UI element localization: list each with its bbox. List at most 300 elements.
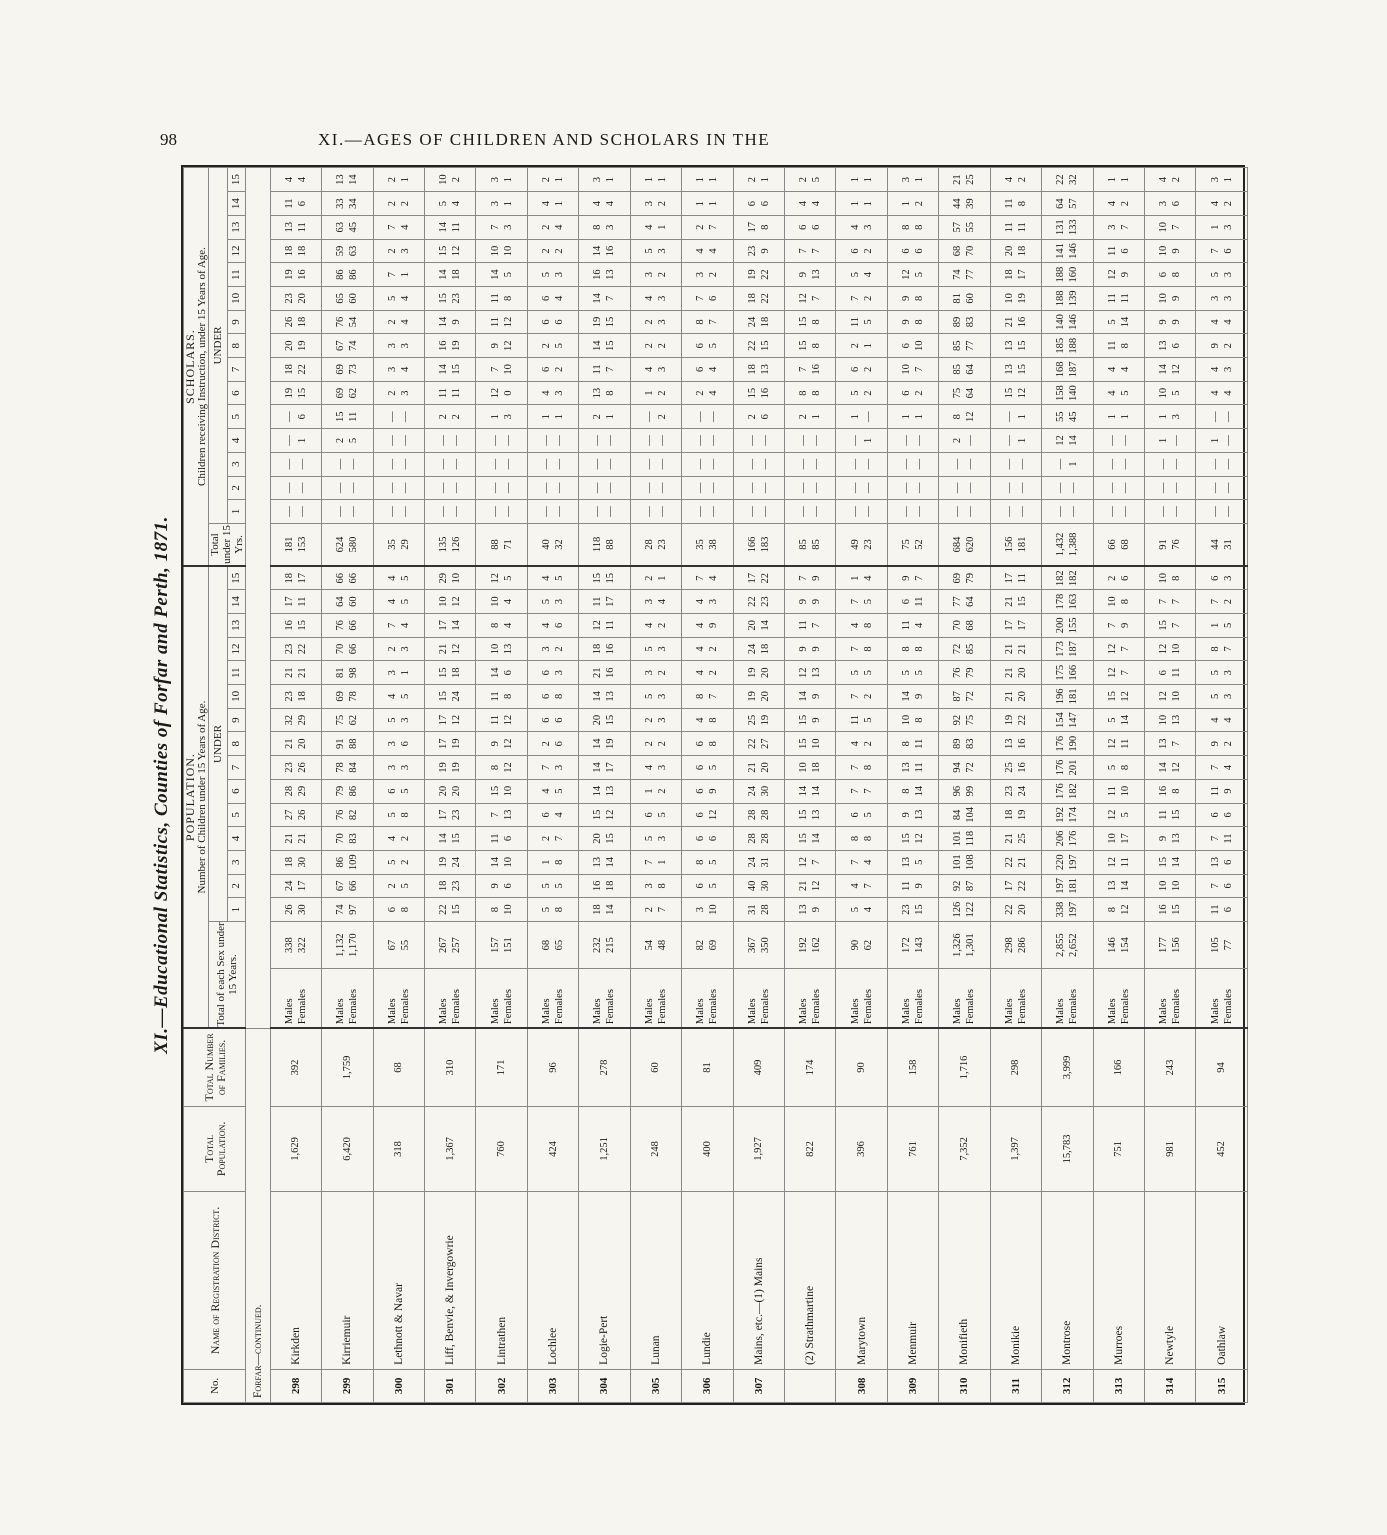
sch-age-15-females: 1 — [656, 177, 668, 183]
pop-age-9 — [733, 708, 784, 732]
pop-age-1 — [1042, 898, 1093, 922]
row-number: 306 — [682, 1369, 733, 1402]
sch-total-females: 31 — [1222, 539, 1234, 550]
header-scholars-sub: Children receiving Instruction, under 15 Years of Age. — [196, 247, 208, 486]
pop-age-14-males: 10 — [438, 596, 450, 607]
pop-age-4 — [1042, 827, 1093, 851]
pop-age-13-males: 4 — [643, 622, 655, 628]
pop-age-8-males: 13 — [1158, 738, 1170, 750]
sch-age-8-females: 5 — [554, 343, 566, 349]
sch-age-4-females: 1 — [296, 437, 308, 444]
sch-age-2 — [476, 476, 527, 500]
sch-age-8 — [1093, 334, 1144, 358]
district-name-text: Lochlee — [547, 1327, 560, 1365]
pop-age-12-males: 2 — [386, 646, 398, 652]
total-families: 90 — [836, 1028, 887, 1106]
pop-age-9 — [476, 708, 527, 732]
pop-age-9 — [836, 708, 887, 732]
pop-age-4-females: 83 — [348, 833, 360, 844]
pop-age-7-males: 25 — [1003, 762, 1015, 773]
sch-age-2-females: — — [1016, 482, 1028, 494]
pop-age-13 — [784, 614, 835, 638]
sch-age-4 — [887, 429, 938, 453]
sch-age-7-females: 15 — [451, 364, 463, 375]
sch-age-11-females: 1 — [399, 272, 411, 278]
sch-age-5-males: — — [386, 411, 398, 423]
sex-label-females: Females — [451, 989, 463, 1025]
sch-age-2 — [682, 476, 733, 500]
sch-age-15-females: 2 — [451, 177, 463, 183]
pop-age-3-females: 109 — [348, 854, 360, 871]
pop-age-header-7: 7 — [227, 756, 246, 780]
pop-total-by-sex — [425, 921, 476, 968]
pop-age-14-females: 3 — [708, 599, 720, 605]
sch-age-1-males: — — [952, 506, 964, 517]
pop-age-10 — [270, 685, 321, 709]
sch-age-10 — [1144, 287, 1195, 311]
pop-age-7-males: 7 — [849, 764, 861, 771]
pop-total-by-sex — [733, 921, 784, 968]
pop-age-2-females: 12 — [811, 880, 823, 892]
pop-age-10 — [579, 685, 630, 709]
pop-age-13 — [1042, 614, 1093, 638]
pop-age-header-13: 13 — [227, 614, 246, 638]
pop-age-5-females: 104 — [965, 806, 977, 823]
sch-age-2-males: — — [1003, 482, 1015, 494]
pop-age-2 — [476, 874, 527, 898]
sch-age-10-males: 65 — [335, 293, 347, 304]
sch-age-9 — [682, 310, 733, 334]
sex-label-females: Females — [965, 989, 977, 1025]
total-families: 298 — [990, 1028, 1041, 1106]
pop-age-9 — [630, 708, 681, 732]
sch-age-2 — [733, 476, 784, 500]
sch-age-6-females: 64 — [965, 387, 977, 399]
pop-age-11-females: 7 — [1119, 670, 1131, 676]
sch-total-females: 183 — [759, 536, 771, 553]
sch-age-14 — [1042, 192, 1093, 216]
pop-age-7-males: 13 — [901, 762, 913, 773]
pop-age-12-males: 12 — [1106, 643, 1118, 655]
pop-age-3-females: 6 — [1222, 859, 1234, 865]
sch-age-1-females: — — [914, 506, 926, 517]
sch-age-7-females: 22 — [296, 364, 308, 375]
sch-age-7-females: 7 — [914, 366, 926, 373]
pop-age-14-females: 23 — [759, 596, 771, 607]
pop-age-7 — [630, 756, 681, 780]
pop-age-4-females: 8 — [862, 835, 874, 842]
pop-age-13-females: 66 — [348, 620, 360, 631]
sch-age-5 — [1144, 405, 1195, 429]
sch-age-10 — [1196, 287, 1248, 311]
sch-age-1-females: — — [1068, 506, 1080, 517]
header-population-sub: Number of Children under 15 Years of Age. — [196, 700, 208, 894]
sch-age-8 — [373, 334, 424, 358]
pop-age-8 — [527, 732, 578, 756]
rotated-table-content — [147, 165, 1247, 1405]
sch-age-1 — [1144, 500, 1195, 524]
sch-age-2-males: — — [1209, 482, 1221, 494]
pop-age-11-males: 21 — [592, 667, 604, 678]
sch-age-12 — [836, 239, 887, 263]
pop-age-3-females: 108 — [965, 854, 977, 871]
sch-age-15-females: 14 — [348, 174, 360, 185]
pop-age-8-females: 20 — [296, 738, 308, 750]
sex-label-females: Females — [1119, 989, 1131, 1025]
sch-age-1-males: — — [643, 506, 655, 517]
pop-age-15-females: 4 — [862, 575, 874, 581]
sch-age-3 — [425, 452, 476, 476]
sch-total-females: 181 — [1016, 536, 1028, 553]
sch-age-15 — [887, 168, 938, 192]
sch-age-10-females: 20 — [296, 293, 308, 304]
sch-age-4-males: — — [438, 435, 450, 446]
sch-age-9-females: 4 — [1222, 319, 1234, 325]
sch-age-8-males: 16 — [438, 340, 450, 351]
pop-total-females: 55 — [399, 939, 411, 951]
pop-age-15-females: 1 — [656, 575, 668, 581]
sch-age-6 — [682, 381, 733, 405]
pop-age-4-females: 7 — [554, 835, 566, 842]
district-name — [527, 1192, 578, 1370]
sch-total-males: 91 — [1158, 539, 1170, 550]
pop-age-11-females: 18 — [451, 667, 463, 678]
pop-age-4-males: 10 — [1106, 833, 1118, 844]
sch-age-14-females: 2 — [1119, 200, 1131, 207]
pop-age-9 — [1196, 708, 1248, 732]
sch-total-males: 44 — [1209, 539, 1221, 550]
sch-age-12 — [1093, 239, 1144, 263]
sch-age-5 — [322, 405, 373, 429]
pop-age-10-males: 69 — [335, 691, 347, 702]
pop-age-14 — [887, 590, 938, 614]
pop-age-14-males: 4 — [386, 599, 398, 605]
sch-age-6-males: 2 — [695, 390, 707, 396]
pop-age-9-females: 12 — [502, 714, 514, 726]
pop-age-7 — [476, 756, 527, 780]
sch-age-13-males: 11 — [1003, 222, 1015, 233]
pop-age-1-males: 13 — [798, 904, 810, 915]
sch-total-males: 156 — [1003, 536, 1015, 553]
pop-age-1-males: 3 — [695, 906, 707, 913]
pop-age-12 — [939, 637, 990, 661]
sch-age-13 — [630, 215, 681, 239]
sch-age-1-females: — — [965, 506, 977, 517]
pop-age-15-males: 2 — [643, 575, 655, 581]
sch-age-14-females: 6 — [1171, 200, 1183, 207]
pop-age-12-males: 21 — [1003, 643, 1015, 655]
sch-age-12-females: 7 — [811, 248, 823, 254]
sch-age-13 — [939, 215, 990, 239]
pop-age-3-males: 22 — [1003, 856, 1015, 868]
sch-age-5-males: — — [695, 411, 707, 423]
sch-age-15 — [425, 168, 476, 192]
sch-age-13-males: 7 — [489, 224, 501, 230]
pop-age-3 — [990, 850, 1041, 874]
sch-age-6 — [1093, 381, 1144, 405]
sch-age-11-males: 3 — [643, 272, 655, 278]
sch-age-10 — [270, 287, 321, 311]
sex-labels — [476, 969, 527, 1028]
pop-age-6-males: 24 — [746, 785, 758, 797]
pop-age-9-males: 4 — [695, 717, 707, 723]
sch-age-15 — [733, 168, 784, 192]
sch-age-8-males: 6 — [695, 343, 707, 349]
sch-age-4-males: 1 — [1209, 437, 1221, 444]
sch-age-8 — [270, 334, 321, 358]
total-families: 94 — [1196, 1028, 1248, 1106]
pop-age-5-females: 13 — [811, 809, 823, 821]
sch-age-2-females: — — [605, 482, 617, 494]
pop-total-by-sex — [270, 921, 321, 968]
sch-age-6-males: 4 — [1106, 390, 1118, 396]
sch-age-8-females: 15 — [605, 340, 617, 351]
pop-age-6-females: 5 — [554, 788, 566, 794]
pop-age-1-females: 8 — [554, 906, 566, 913]
pop-age-2-females: 87 — [965, 880, 977, 892]
total-population: 761 — [887, 1106, 938, 1191]
sch-total-by-sex — [1042, 523, 1093, 566]
pop-age-14-females: 3 — [554, 599, 566, 605]
pop-total-males: 2,855 — [1055, 933, 1067, 957]
sch-age-1 — [476, 500, 527, 524]
sch-age-4 — [939, 429, 990, 453]
sch-age-1-males: — — [695, 506, 707, 517]
pop-age-4-females: 15 — [451, 833, 463, 844]
sch-age-4-females: — — [1119, 435, 1131, 446]
sch-age-3 — [270, 452, 321, 476]
total-population: 1,251 — [579, 1106, 630, 1191]
sch-age-5-males: 2 — [798, 414, 810, 420]
sch-age-6 — [836, 381, 887, 405]
sch-age-12-males: 15 — [438, 245, 450, 257]
pop-age-11-females: 20 — [1016, 667, 1028, 678]
pop-age-5-males: 5 — [386, 812, 398, 818]
pop-age-14 — [682, 590, 733, 614]
sch-age-3-females: — — [759, 458, 771, 470]
sch-age-10-females: 7 — [605, 295, 617, 301]
pop-age-8-males: 176 — [1055, 735, 1067, 752]
sch-age-13 — [476, 215, 527, 239]
pop-age-13 — [270, 614, 321, 638]
row-number — [784, 1369, 835, 1402]
sex-label-females: Females — [1068, 989, 1080, 1025]
pop-total-males: 1,326 — [952, 933, 964, 957]
sch-age-12-females: 9 — [1171, 248, 1183, 254]
pop-total-females: 48 — [656, 939, 668, 951]
sch-age-9-females: 7 — [708, 319, 720, 325]
sch-age-10-females: 11 — [1119, 293, 1131, 304]
sch-age-12 — [425, 239, 476, 263]
sch-age-9 — [1144, 310, 1195, 334]
sch-total-by-sex — [476, 523, 527, 566]
sch-age-8 — [425, 334, 476, 358]
sch-age-6 — [270, 381, 321, 405]
pop-age-14-males: 7 — [849, 599, 861, 605]
pop-age-4-females: 6 — [502, 835, 514, 842]
sch-age-6-females: 5 — [1171, 390, 1183, 396]
pop-age-2 — [373, 874, 424, 898]
pop-total-females: 143 — [914, 937, 926, 954]
pop-age-7 — [579, 756, 630, 780]
total-population: 1,397 — [990, 1106, 1041, 1191]
sch-age-10-females: 22 — [759, 293, 771, 304]
pop-age-3 — [1093, 850, 1144, 874]
header-pop-total: Total of each Sex under 15 Years. — [209, 921, 246, 1028]
sch-age-13-males: 1 — [1209, 224, 1221, 230]
pop-age-2-females: 6 — [1222, 883, 1234, 889]
sch-age-7 — [322, 358, 373, 382]
sex-label-males: Males — [283, 998, 295, 1025]
sch-age-8-males: 13 — [1158, 340, 1170, 351]
pop-age-4-males: 7 — [1209, 835, 1221, 842]
pop-age-3-females: 5 — [708, 859, 720, 865]
sch-age-12 — [1196, 239, 1248, 263]
sch-age-6-males: 4 — [1209, 390, 1221, 396]
pop-age-13 — [1093, 614, 1144, 638]
sch-age-7-males: 18 — [283, 364, 295, 375]
sch-age-2-males: — — [798, 482, 810, 494]
sch-age-10-males: 18 — [746, 293, 758, 304]
pop-age-3 — [784, 850, 835, 874]
pop-age-8-females: 190 — [1068, 735, 1080, 752]
pop-age-1 — [322, 898, 373, 922]
pop-age-3-females: 10 — [502, 856, 514, 868]
pop-age-8-males: 8 — [901, 741, 913, 747]
pop-age-4-females: 14 — [811, 833, 823, 844]
total-families: 81 — [682, 1028, 733, 1106]
sch-age-10 — [527, 287, 578, 311]
sch-age-4-males: 2 — [335, 437, 347, 444]
pop-total-by-sex — [579, 921, 630, 968]
sch-age-9-males: 140 — [1055, 314, 1067, 330]
pop-total-males: 192 — [798, 937, 810, 954]
sch-age-3-females: — — [862, 458, 874, 470]
sch-age-1-males: — — [386, 506, 398, 517]
sch-age-12-males: 14 — [592, 245, 604, 257]
pop-age-13 — [630, 614, 681, 638]
sex-label-males: Males — [798, 998, 810, 1025]
pop-age-1-females: 9 — [811, 906, 823, 913]
sch-age-7-females: 13 — [759, 364, 771, 375]
pop-age-8-females: 27 — [759, 738, 771, 750]
pop-age-14-females: 64 — [965, 596, 977, 607]
sch-age-5-males: 2 — [746, 414, 758, 420]
pop-age-13-males: 1 — [1209, 622, 1221, 628]
sch-age-15 — [1196, 168, 1248, 192]
pop-age-11-males: 6 — [1158, 670, 1170, 676]
table-row — [1144, 168, 1195, 1403]
sch-age-1 — [784, 500, 835, 524]
pop-age-7-males: 19 — [438, 762, 450, 773]
row-number: 308 — [836, 1369, 887, 1402]
pop-age-3 — [270, 850, 321, 874]
pop-age-8 — [733, 732, 784, 756]
sch-age-10 — [476, 287, 527, 311]
total-population: 822 — [784, 1106, 835, 1191]
sch-age-13-females: 1 — [656, 224, 668, 230]
sch-age-4-males: — — [1106, 435, 1118, 446]
pop-age-13-females: 7 — [1171, 622, 1183, 628]
sch-age-15-males: 1 — [1106, 177, 1118, 183]
sch-age-12-males: 59 — [335, 245, 347, 257]
sch-age-5 — [939, 405, 990, 429]
pop-age-13 — [579, 614, 630, 638]
sch-age-6-females: 16 — [759, 387, 771, 399]
sch-age-9-females: 16 — [1016, 316, 1028, 328]
pop-age-14-females: 8 — [1119, 599, 1131, 605]
pop-age-5 — [579, 803, 630, 827]
sch-age-13-males: 10 — [1158, 222, 1170, 233]
pop-age-3-males: 1 — [541, 859, 553, 865]
sch-age-11-females: 8 — [1171, 272, 1183, 278]
sch-age-12 — [270, 239, 321, 263]
pop-age-15 — [270, 566, 321, 590]
pop-age-12 — [1093, 637, 1144, 661]
sex-label-females: Females — [862, 989, 874, 1025]
sch-age-10 — [630, 287, 681, 311]
pop-age-2-males: 92 — [952, 880, 964, 892]
sch-age-12-males: 2 — [541, 248, 553, 254]
sch-age-9-males: 19 — [592, 316, 604, 328]
pop-age-12-males: 8 — [901, 646, 913, 652]
sch-total-by-sex — [836, 523, 887, 566]
sch-total-females: 23 — [656, 539, 668, 550]
sch-age-4 — [476, 429, 527, 453]
pop-age-6-males: 96 — [952, 785, 964, 797]
sch-total-females: 23 — [862, 539, 874, 550]
sex-label-females: Females — [1171, 989, 1183, 1025]
sch-age-11-females: 77 — [965, 269, 977, 280]
pop-age-12-females: 3 — [399, 646, 411, 652]
pop-age-12-females: 12 — [451, 643, 463, 655]
pop-age-11 — [425, 661, 476, 685]
sch-age-6-males: 69 — [335, 387, 347, 399]
pop-age-14-males: 22 — [746, 596, 758, 607]
sch-age-7-males: 10 — [901, 364, 913, 375]
sch-age-3-males: — — [592, 458, 604, 470]
pop-age-6-females: 10 — [502, 785, 514, 797]
pop-age-15 — [322, 566, 373, 590]
pop-age-1-females: 8 — [399, 906, 411, 913]
sch-age-10-males: 10 — [1158, 293, 1170, 304]
district-name-text: Murroes — [1112, 1325, 1125, 1365]
sch-age-3 — [990, 452, 1041, 476]
pop-age-5-males: 18 — [1003, 809, 1015, 821]
pop-age-7 — [784, 756, 835, 780]
sch-age-8-males: 9 — [1209, 343, 1221, 349]
pop-age-8-females: 6 — [554, 741, 566, 747]
sch-age-9-males: 5 — [1106, 319, 1118, 325]
pop-age-6-females: 5 — [399, 788, 411, 794]
pop-total-males: 54 — [643, 939, 655, 951]
pop-total-females: 1,170 — [348, 933, 360, 957]
pop-age-14 — [579, 590, 630, 614]
pop-age-4 — [682, 827, 733, 851]
pop-age-10 — [733, 685, 784, 709]
district-name — [1196, 1192, 1248, 1370]
table-row — [887, 168, 938, 1403]
sch-age-14-males: 4 — [1209, 200, 1221, 207]
district-name-text: Logie-Pert — [598, 1315, 611, 1365]
pop-age-2 — [527, 874, 578, 898]
table-row — [1093, 168, 1144, 1403]
pop-age-9 — [887, 708, 938, 732]
sex-label-males: Males — [438, 998, 450, 1025]
pop-age-4-males: 21 — [1003, 833, 1015, 844]
sch-age-1 — [527, 500, 578, 524]
sch-age-5 — [836, 405, 887, 429]
